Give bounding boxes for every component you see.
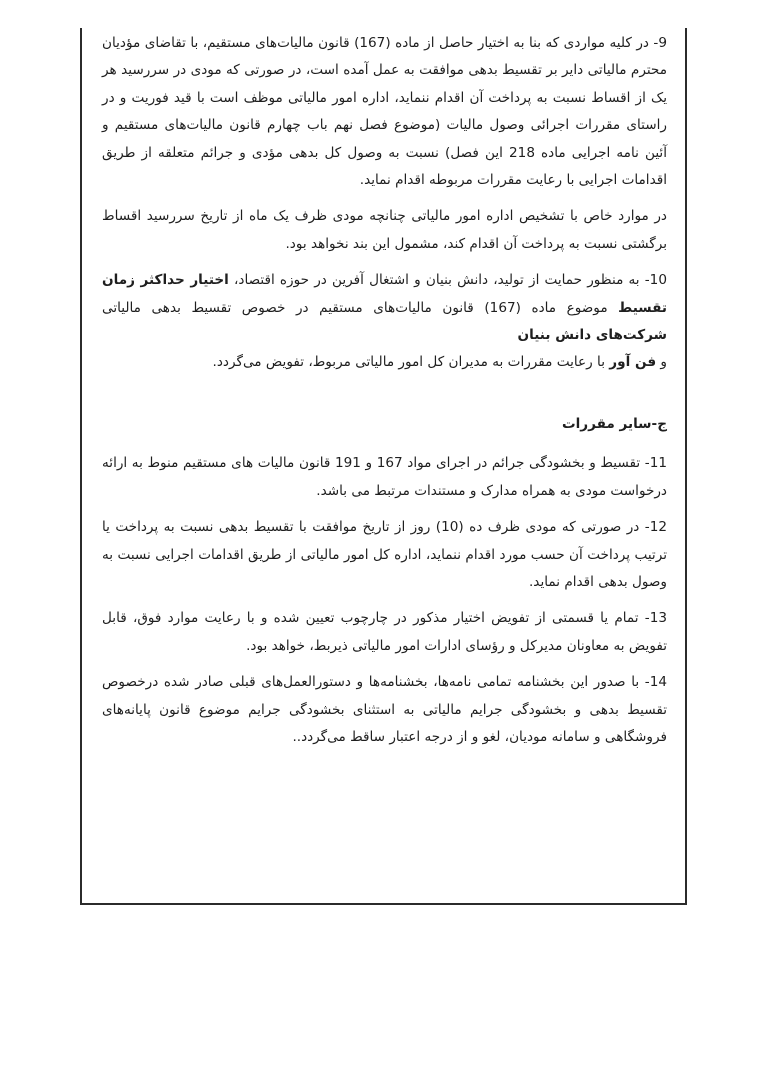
document-page-frame [80,28,687,905]
clause-10-text-3-prefix: و [656,354,667,371]
section-heading-other-regulations: ج-سایر مقررات [561,415,667,432]
clause-14: 14- با صدور این بخشنامه تمامی نامه‌ها، بخشنامه‌ها و دستورالعمل‌های قبلی صادر شده درخصوص تقسیط بدهی و بخشودگی جرایم مالیاتی به استثنای بخشودگی جرایم موضوع قانون پایانه‌های فروشگاهی و سامانه مودیان، لغو و از درجه اعتبار ساقط می‌گردد.. [102,674,667,745]
clause-11: 11- تقسیط و بخشودگی جرائم در اجرای مواد 167 و 191 قانون مالیات های مستقیم منوط به ارائه درخواست مودی به همراه مدارک و مستندات مرتبط می باشد. [102,455,667,499]
clause-10-text-4: با رعایت مقررات به مدیران کل امور مالیاتی مربوط، تفویض می‌گردد. [212,354,610,371]
clause-10-bold-max-installment-authority: اختیار حداکثر زمان تقسیط [102,272,667,316]
clause-12: 12- در صورتی که مودی ظرف ده (10) روز از تاریخ موافقت با تقسیط بدهی نسبت به پرداخت یا ترتیب پرداخت آن حسب مورد اقدام ننماید، اداره کل امور مالیاتی از طریق اقدامات اجرایی نسبت به وصول بدهی اقدام نماید. [102,519,667,590]
clause-10-bold-knowledge-based-companies: شرکت‌های دانش بنیان [517,327,667,344]
clause-9-exception-note: در موارد خاص با تشخیص اداره امور مالیاتی چنانچه مودی ظرف یک ماه از تاریخ سررسید اقساط برگشتی نسبت به پرداخت آن اقدام کند، مشمول این بند نخواهد بود. [102,208,667,252]
clause-9: 9- در کلیه مواردی که بنا به اختیار حاصل از ماده (167) قانون مالیات‌های مستقیم، با تقاضای مؤدیان محترم مالیاتی دایر بر تقسیط بدهی موافقت به عمل آمده است، در صورتی که مودی در سررسید هر یک از اقساط نسبت به پرداخت آن اقدام ننماید، اداره امور مالیاتی موظف است با قید فوریت و در راستای مقررات اجرائی وصول مالیات (موضوع فصل نهم باب چهارم قانون مالیات‌های مستقیم و آئین نامه اجرایی ماده 218 این فصل) نسبت به وصول کل بدهی مؤدی و جرائم متعلقه از طریق اقدامات اجرایی با رعایت مقررات مربوطه اقدام نماید. [102,35,667,189]
clause-10-bold-technology: فن آور [609,354,657,371]
clause-13: 13- تمام یا قسمتی از تفویض اختیار مذکور در چارچوب تعیین شده و با رعایت موارد فوق، قابل تفویض به معاونان مدیرکل و رؤسای ادارات امور مالیاتی ذیربط، خواهد بود. [102,610,667,654]
document-body [102,30,667,760]
clause-10 [102,267,667,377]
section-spacer [102,377,667,411]
clause-10-text-1: 10- به منظور حمایت از تولید، دانش بنیان و اشتغال آفرین در حوزه اقتصاد، [228,272,667,289]
clause-10-text-2: موضوع ماده (167) قانون مالیات‌های مستقیم در خصوص تقسیط بدهی مالیاتی [102,299,619,316]
